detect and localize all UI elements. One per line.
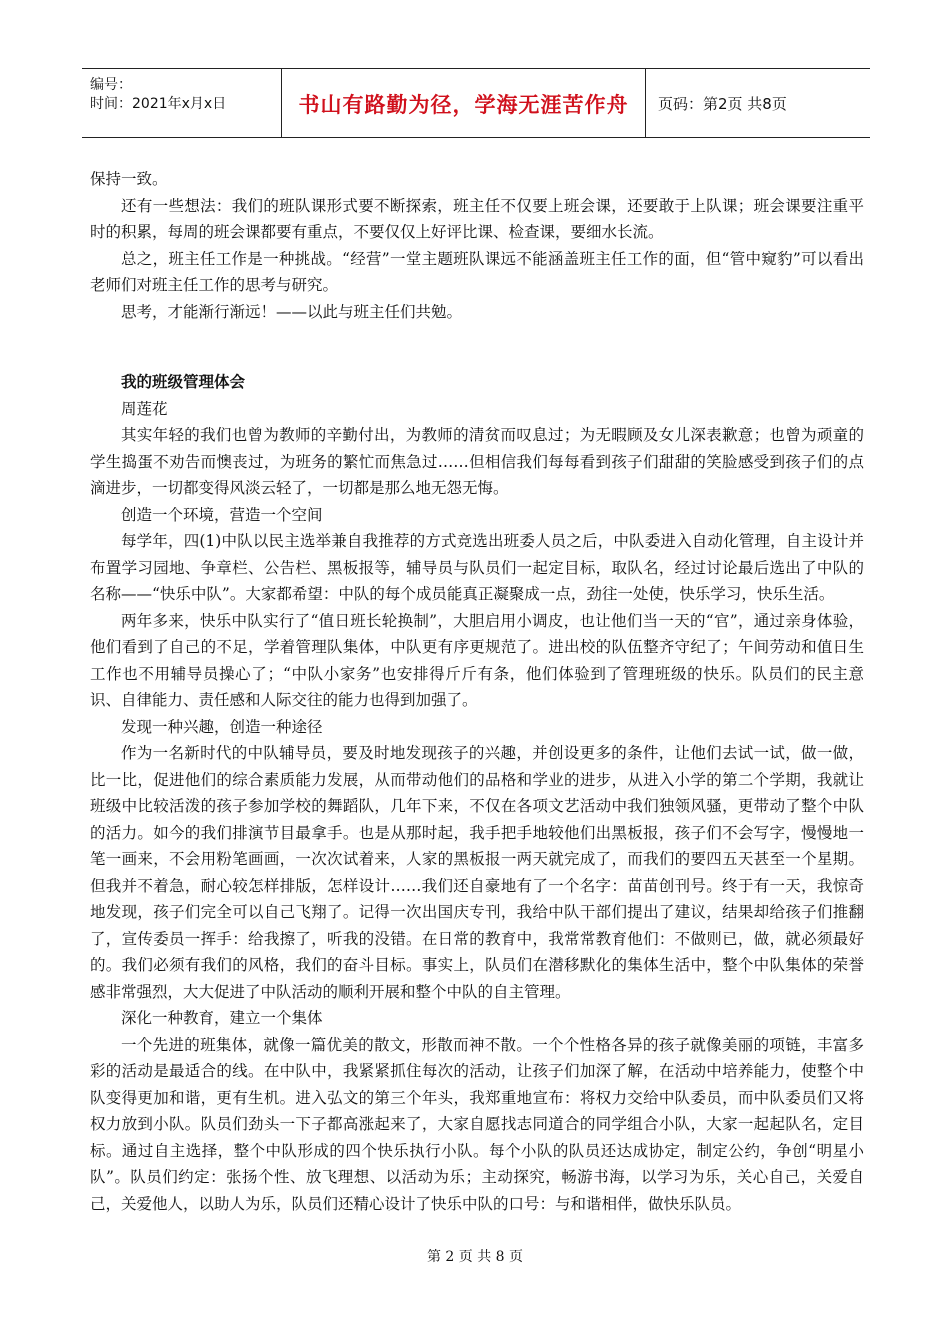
intro-paragraph: 思考，才能渐行渐远！——以此与班主任们共勉。	[121, 302, 463, 321]
article-author: 周莲花	[121, 399, 168, 418]
page-info: 页码：第2页 共8页	[658, 94, 787, 113]
article-title: 我的班级管理体会	[121, 373, 246, 391]
document-header	[82, 68, 870, 138]
article-paragraph: 每学年，四(1)中队以民主选举兼自我推荐的方式竞选出班委人员之后，中队委进入自动化管理，自主设计并布置学习园地、争章栏、公告栏、黑板报等，辅导员与队员们一起定目标，取队名，经过讨论最后选出了中队的名称——“快乐中队”。大家都希望：中队的每个成员能真正凝聚成一点，劲往一处使，快乐学习，快乐生活。	[90, 532, 864, 603]
number-label: 编号：	[90, 77, 132, 93]
article-paragraph: 两年多来，快乐中队实行了“值日班长轮换制”，大胆启用小调皮，也让他们当一天的“官”，通过亲身体验，他们看到了自己的不足，学着管理队集体，中队更有序更规范了。进出校的队伍整齐守纪了；午间劳动和值日生工作也不用辅导员操心了；“中队小家务”也安排得斤斤有条，他们体验到了管理班级的快乐。队员们的民主意识、自律能力、责任感和人际交往的能力也得到加强了。	[90, 611, 864, 709]
article-paragraph: 其实年轻的我们也曾为教师的辛勤付出，为教师的清贫而叹息过；为无暇顾及女儿深表歉意；也曾为顽童的学生捣蛋不劝告而懊丧过，为班务的繁忙而焦急过……但相信我们每每看到孩子们甜甜的笑脸感受到孩子们的点滴进步，一切都变得风淡云轻了，一切都是那么地无怨无悔。	[90, 426, 864, 497]
section-heading: 深化一种教育，建立一个集体	[121, 1009, 323, 1027]
header-page-cell	[646, 69, 870, 137]
motto: 书山有路勤为径，学海无涯苦作舟	[298, 93, 629, 117]
page-footer: 第 2 页 共 8 页	[426, 1249, 524, 1265]
intro-paragraph: 还有一些想法：我们的班队课形式要不断探索，班主任不仅要上班会课，还要敢于上队课；班会课要注重平时的积累，每周的班会课都要有重点，不要仅仅上好评比课、检查课，要细水长流。	[90, 196, 864, 241]
header-motto-cell	[282, 69, 646, 137]
time-label: 时间：2021年x月x日	[90, 96, 227, 112]
section-gap	[90, 325, 864, 369]
article-paragraph: 作为一名新时代的中队辅导员，要及时地发现孩子的兴趣，并创设更多的条件，让他们去试一试，做一做，比一比，促进他们的综合素质能力发展，从而带动他们的品格和学业的进步，从进入小学的第二个学期，我就让班级中比较活泼的孩子参加学校的舞蹈队，几年下来，不仅在各项文艺活动中我们独领风骚，更带动了整个中队的活力。如今的我们排演节目最拿手。也是从那时起，我手把手地较他们出黑板报，孩子们不会写字，慢慢地一笔一画来，不会用粉笔画画，一次次试着来，人家的黑板报一两天就完成了，而我们的要四五天甚至一个星期。但我并不着急，耐心较怎样排版，怎样设计……我们还自豪地有了一个名字：苗苗创刊号。终于有一天，我惊奇地发现，孩子们完全可以自己飞翔了。记得一次出国庆专刊，我给中队干部们提出了建议，结果却给孩子们推翻了，宣传委员一挥手：给我擦了，听我的没错。在日常的教育中，我常常教育他们：不做则已，做，就必须最好的。我们必须有我们的风格，我们的奋斗目标。事实上，队员们在潜移默化的集体生活中，整个中队集体的荣誉感非常强烈，大大促进了中队活动的顺利开展和整个中队的自主管理。	[90, 744, 864, 1001]
header-meta-cell	[82, 69, 282, 137]
section-heading: 发现一种兴趣，创造一种途径	[121, 717, 323, 736]
intro-paragraph: 保持一致。	[90, 170, 168, 188]
intro-paragraph: 总之，班主任工作是一种挑战。“经营”一堂主题班队课远不能涵盖班主任工作的面，但“管中窥豹”可以看出老师们对班主任工作的思考与研究。	[90, 249, 864, 294]
section-heading: 创造一个环境，营造一个空间	[121, 505, 323, 524]
article-paragraph: 一个先进的班集体，就像一篇优美的散文，形散而神不散。一个个性格各异的孩子就像美丽的项链，丰富多彩的活动是最适合的线。在中队中，我紧紧抓住每次的活动，让孩子们加深了解，在活动中培养能力，使整个中队变得更加和谐，更有生机。进入弘文的第三个年头，我郑重地宣布：将权力交给中队委员，而中队委员们又将权力放到小队。队员们劲头一下子都高涨起来了，大家自愿找志同道合的同学组合小队，大家一起起队名，定目标。通过自主选择，整个中队形成的四个快乐执行小队。每个小队的队员还达成协定，制定公约，争创“明星小队”。队员们约定：张扬个性、放飞理想、以活动为乐；主动探究，畅游书海，以学习为乐，关心自己，关爱自己，关爱他人，以助人为乐，队员们还精心设计了快乐中队的口号：与和谐相伴，做快乐队员。	[90, 1035, 864, 1213]
document-body	[90, 166, 864, 1217]
